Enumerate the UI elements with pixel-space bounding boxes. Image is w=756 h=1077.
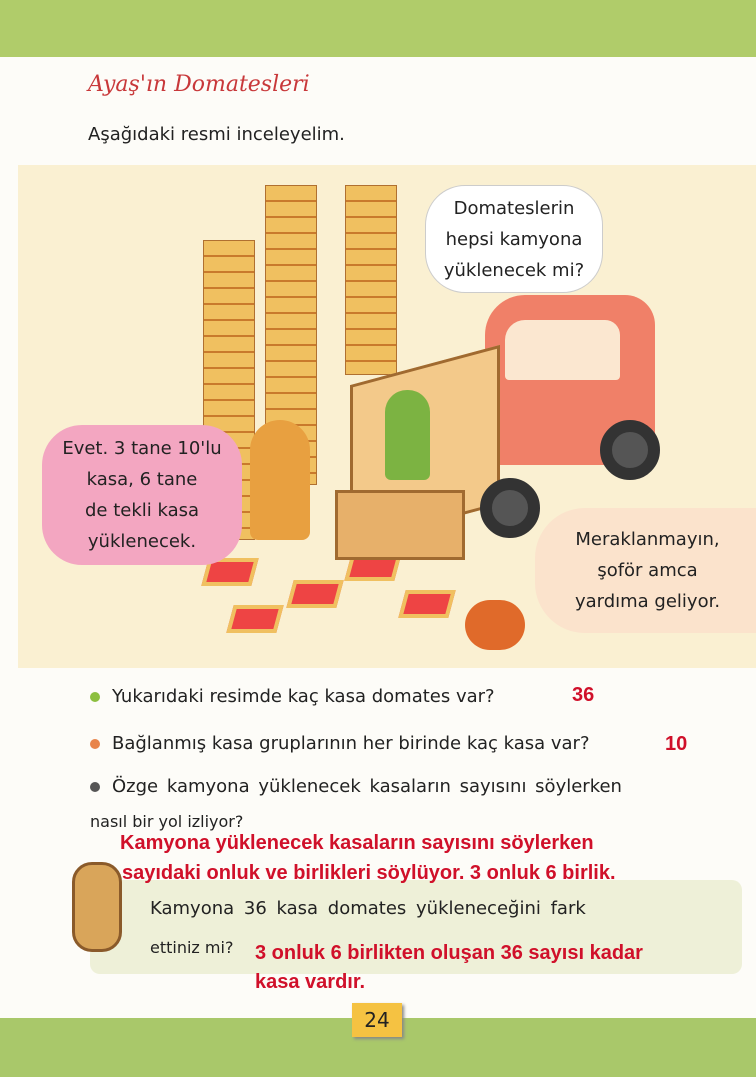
page-number: 24 (352, 1003, 402, 1037)
turtle-text-line1: Kamyona 36 kasa domates yükleneceğini fark (150, 898, 586, 919)
crate-tower (345, 185, 397, 375)
question-text: Özge kamyona yüklenecek kasaların sayısını söylerken (112, 776, 622, 797)
bubble-line: Evet. 3 tane 10'lu (62, 438, 222, 459)
crate (286, 580, 344, 608)
question-3 (90, 776, 622, 797)
bubble-line: yüklenecek. (87, 531, 197, 552)
bullet-icon (90, 782, 100, 792)
turtle-text-line2: ettiniz mi? (150, 938, 234, 957)
answer-1: 36 (572, 684, 595, 706)
question-text: Yukarıdaki resimde kaç kasa domates var? (112, 686, 495, 707)
bubble-line: de tekli kasa (84, 500, 200, 521)
bubble-line: şoför amca (597, 560, 698, 581)
answer-4-line2: kasa vardır. (255, 971, 366, 993)
speech-bubble-girl (42, 425, 242, 565)
truck-window (505, 320, 620, 380)
bubble-line: kasa, 6 tane (86, 469, 198, 490)
wheel (600, 420, 660, 480)
bubble-line: hepsi kamyona (445, 228, 583, 250)
bubble-line: Meraklanmayın, (575, 529, 720, 550)
truck-gate (335, 490, 465, 560)
dog-figure (465, 600, 525, 650)
question-3-cont: nasıl bir yol izliyor? (90, 812, 244, 831)
speech-bubble-dog (535, 508, 756, 633)
question-2 (90, 733, 590, 754)
girl-figure (250, 420, 310, 540)
question-text: Bağlanmış kasa gruplarının her birinde kaç kasa var? (112, 733, 590, 754)
bullet-icon (90, 739, 100, 749)
bubble-line: Domateslerin (453, 197, 575, 219)
top-band (0, 0, 756, 57)
answer-2: 10 (665, 733, 688, 755)
page-title: Ayaş'ın Domatesleri (88, 72, 310, 97)
answer-3-line1: Kamyona yüklenecek kasaların sayısını söylerken (120, 832, 594, 854)
answer-4-line1: 3 onluk 6 birlikten oluşan 36 sayısı kadar (255, 942, 643, 964)
crate (226, 605, 284, 633)
speech-bubble-boy (425, 185, 603, 293)
bubble-line: yardıma geliyor. (574, 591, 721, 612)
bullet-icon (90, 692, 100, 702)
intro-text: Aşağıdaki resmi inceleyelim. (88, 124, 345, 145)
crate (398, 590, 456, 618)
bubble-line: yüklenecek mi? (443, 259, 585, 281)
turtle-mascot (72, 862, 122, 952)
question-1 (90, 686, 495, 707)
boy-figure (385, 390, 430, 480)
wheel (480, 478, 540, 538)
answer-3-line2: sayıdaki onluk ve birlikleri söylüyor. 3 onluk 6 birlik. (122, 862, 616, 884)
